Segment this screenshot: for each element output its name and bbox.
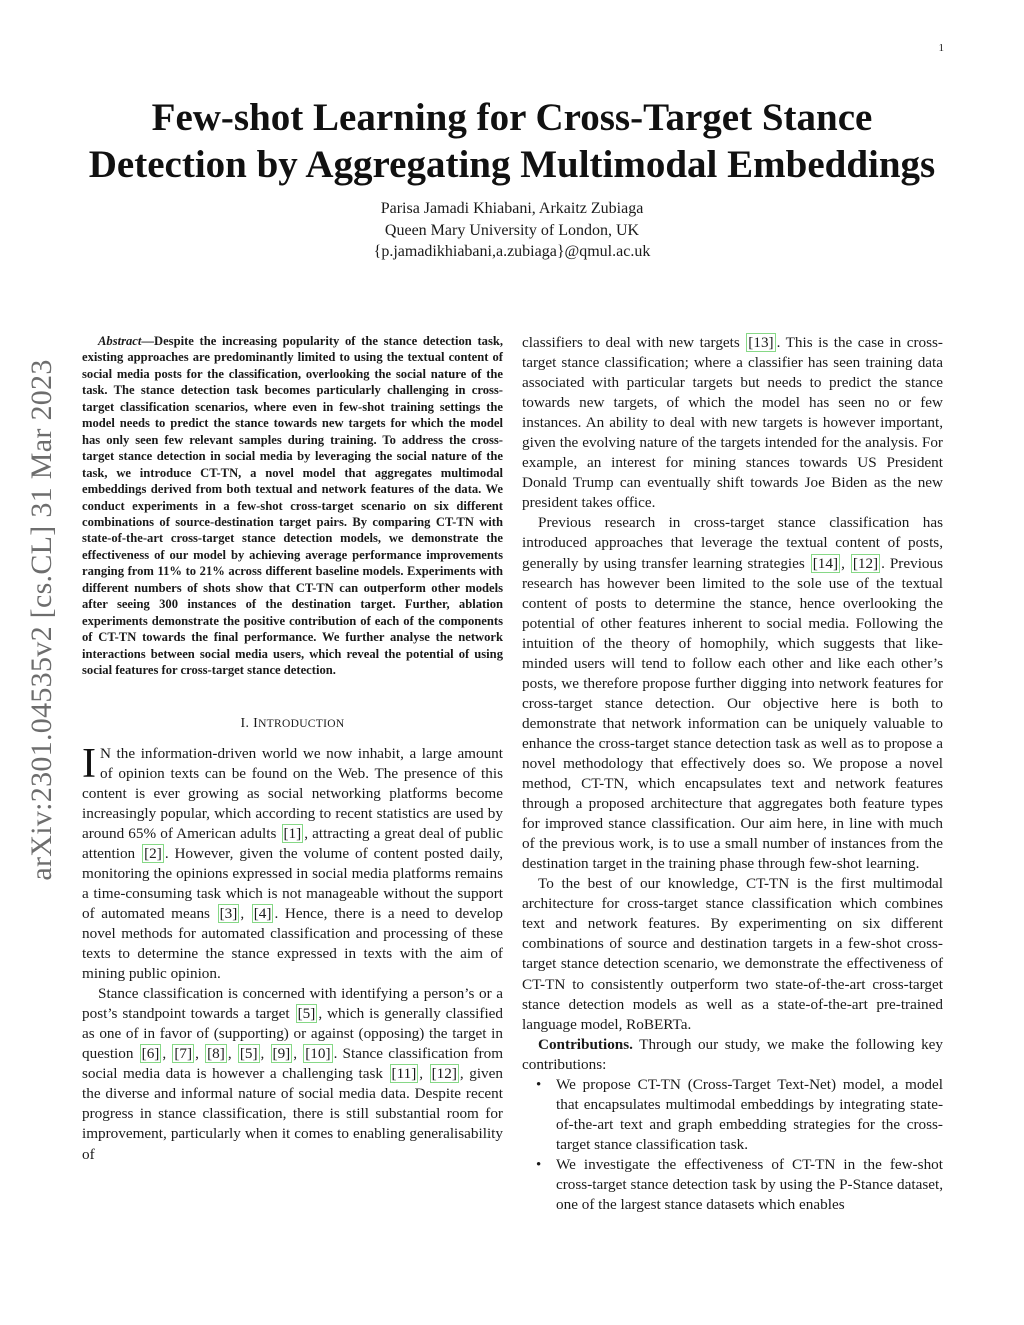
citation-link[interactable]: [5]	[239, 1045, 258, 1063]
contributions-label: Contributions.	[538, 1035, 633, 1053]
right-paragraph-3: To the best of our knowledge, CT-TN is the first multimodal architecture for cross-target stance classification which combines text and network features. By experimenting on six different combinations of source and destination targets in a few-shot cross-target stance detection scenario, we demonstrate the effectiveness of CT-TN to consistently outperform two state-of-the-art cross-target stance detection models as well as a state-of-the-art pre-trained language model, RoBERTa.	[522, 875, 943, 1033]
citation-link[interactable]: [14]	[812, 554, 839, 572]
citation-link[interactable]: [13]	[748, 334, 774, 351]
right-paragraph-1: classifiers to deal with new targets [13] . This is the case in cross-target stance classification; where a classifier has seen training data associated with particular targets but needs to predict the stance towards new targets, of which the model has seen no or few instances. An ability to deal with new targets is however important, given the evolving nature of the targets intended for the analysis. For example, an interest for mining stances towards US President Donald Trump can eventually shift towards Joe Biden as the new president takes office.	[522, 334, 943, 512]
right-column	[522, 333, 943, 1215]
intro-paragraph-2: Stance classification is concerned with identifying a person’s or a post’s standpoint towards a target [5] , which is generally classified as one of in favor of (supporting) or against (opposing) the target in question [6] , [7] , [8] , [5] , [9] , [10] . Stance classification from social media data is however a challenging task [11] , [12] , given the diverse and informal nature of social media data. Despite recent progress in stance classification, there is still substantial room for improvement, particularly when it comes to enabling generalisability of	[82, 985, 504, 1163]
author-email: {p.jamadikhiabani,a.zubiaga}@qmul.ac.uk	[373, 243, 651, 260]
citation-link[interactable]: [6]	[141, 1045, 160, 1063]
citation-link[interactable]: [11]	[391, 1065, 417, 1083]
title-line-1: Few-shot Learning for Cross-Target Stance	[151, 96, 873, 139]
citation-link[interactable]: [3]	[219, 904, 238, 922]
citation-link[interactable]: [7]	[174, 1045, 193, 1063]
left-column	[82, 333, 503, 1165]
abstract	[82, 333, 503, 679]
author-block	[112, 198, 912, 263]
contributions-paragraph: Contributions. Through our study, we make the following key contributions:	[522, 1035, 943, 1073]
citation-link[interactable]: [10]	[305, 1045, 331, 1063]
citation-link[interactable]: [12]	[852, 554, 879, 572]
page-number: 1	[938, 42, 944, 54]
abstract-text: —Despite the increasing popularity of the stance detection task, existing approaches are predominantly limited to using the textual content of social media posts for the classification, overlooking the social nature of the task. The stance detection task becomes particularly challenging in cross-target classification scenarios, where even in few-shot training settings the model needs to predict the stance towards new targets for which the model has only seen few relevant samples during training. To address the cross-target stance detection in social media by leveraging the social nature of the task, we introduce CT-TN, a novel model that aggregates multimodal embeddings derived from both textual and network features of the data. We conduct experiments in a few-shot cross-target scenario on six different combinations of source-destination target pairs. By comparing CT-TN with state-of-the-art cross-target stance detection models, we demonstrate the effectiveness of our model by achieving average performance improvements ranging from 11% to 21% across different baseline models. Experiments with different numbers of shots show that CT-TN can outperform other models after seeing 300 instances of the destination target. Further, ablation experiments demonstrate the positive contribution of each of the components of CT-TN towards the final performance. We further analyse the network interactions between social media users, which reveal the potential of using social features for cross-target stance detection.	[82, 334, 503, 678]
section-heading-introduction: I. INTRODUCTION	[240, 715, 345, 731]
contributions-list	[522, 1075, 943, 1215]
author-affiliation: Queen Mary University of London, UK	[384, 221, 640, 239]
paper-title	[60, 94, 964, 188]
list-item: • We propose CT-TN (Cross-Target Text-Net) model, a model that encapsulates multimodal embeddings by integrating state-of-the-art text and graph embedding strategies for the cross-target stance classification task.	[522, 1075, 943, 1155]
citation-link[interactable]: [12]	[431, 1065, 457, 1083]
citation-link[interactable]: [5]	[297, 1005, 316, 1023]
author-names: Parisa Jamadi Khiabani, Arkaitz Zubiaga	[380, 200, 644, 217]
citation-link[interactable]: [9]	[272, 1045, 291, 1063]
citation-link[interactable]: [2]	[144, 844, 162, 862]
title-line-2: Detection by Aggregating Multimodal Embeddings	[88, 143, 936, 186]
citation-link[interactable]: [8]	[207, 1045, 225, 1063]
right-paragraph-2: Previous research in cross-target stance classification has introduced approaches that leverage the textual content of posts, generally by using transfer learning strategies [14] , [12] . Previous research has however been limited to the sole use of the textual content of posts to determine the stance, hence overlooking the potential of other features inherent to social media. Following the intuition of the theory of homophily, which suggests that like-minded users will tend to follow each other and like each other’s posts, we therefore propose further digging into network features for cross-target stance detection. Our objective here is both to demonstrate that network information can be uniquely valuable to enhance the cross-target stance detection task as well as to propose a novel methodology that effectively does so. We propose a novel method, CT-TN, which encapsulates text and network features through a proposed architecture that aggregates both feature types for improved stance classification. Our aim here, in line with much of the previous work, is to use a small number of instances from the destination target in the training phase through few-shot learning.	[522, 514, 944, 873]
list-item: • We investigate the effectiveness of CT-TN in the few-shot cross-target stance detection task by using the P-Stance dataset, one of the largest stance datasets which enables	[522, 1155, 943, 1215]
intro-paragraph-1: I N the information-driven world we now inhabit, a large amount of opinion texts can be found on the Web. The presence of this content is ever growing as social networking platforms become increasingly popular, which according to recent statistics are used by around 65% of American adults [1] , attracting a great deal of public attention [2] . However, given the volume of content posted daily, monitoring the opinions expressed in social media platforms remains a time-consuming task which is not manageable without the support of automated means [3] , [4] . Hence, there is a need to develop novel methods for automated classification and processing of these texts to determine the stance expressed in texts with the aim of mining public opinion.	[82, 740, 503, 983]
citation-link[interactable]: [1]	[283, 824, 302, 842]
citation-link[interactable]: [4]	[253, 904, 272, 922]
abstract-label: Abstract	[98, 334, 142, 348]
drop-cap: I	[82, 740, 96, 787]
arxiv-identifier-text: arXiv:2301.04535v2 [cs.CL] 31 Mar 2023	[25, 359, 58, 881]
